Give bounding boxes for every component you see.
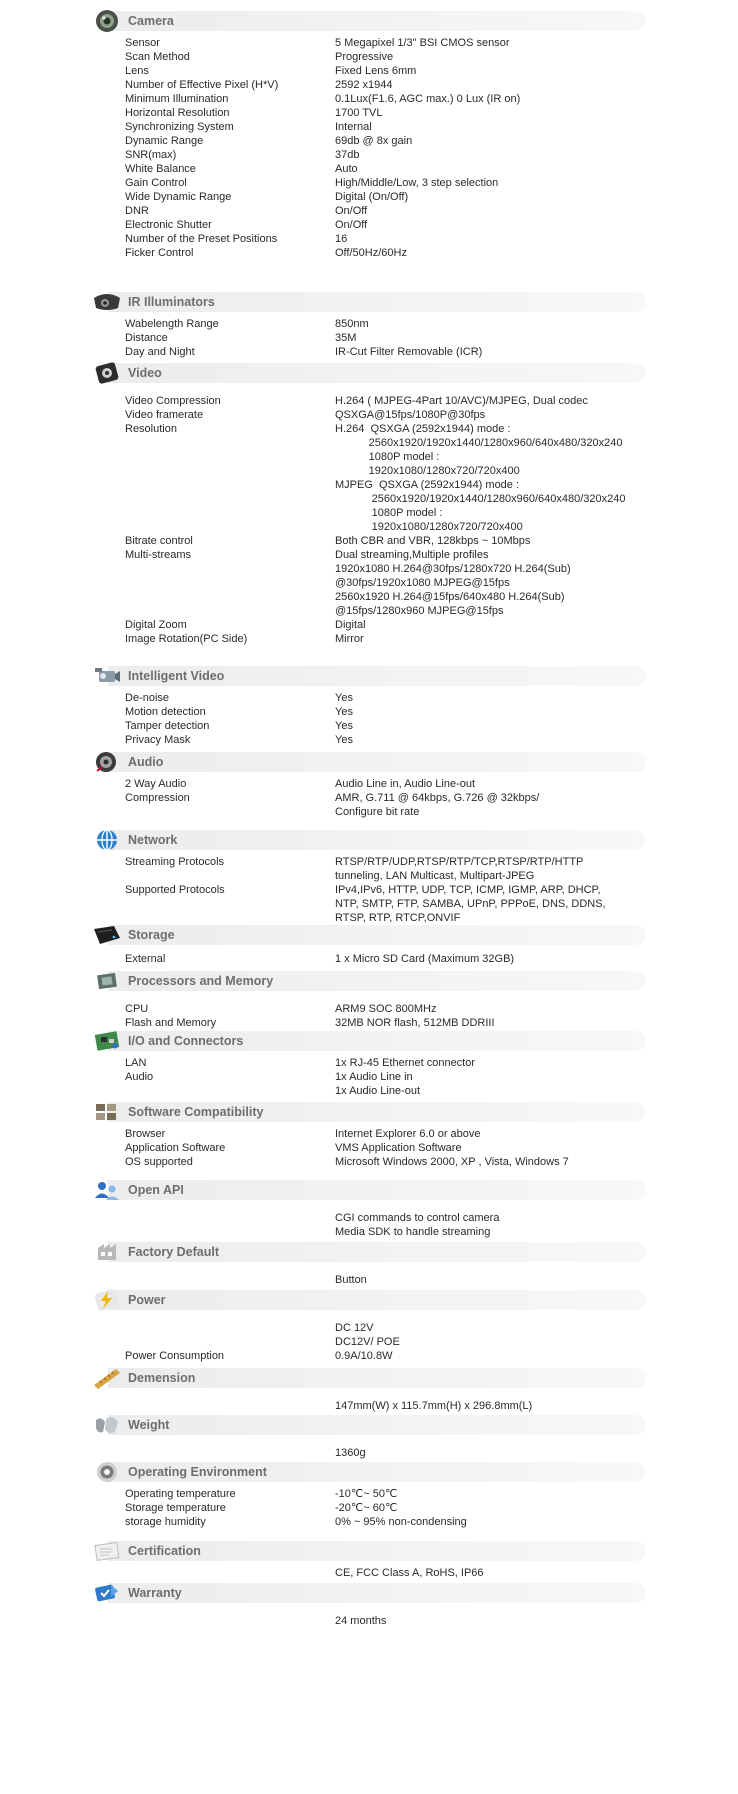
spec-rows <box>0 952 738 966</box>
spec-value: 16 <box>335 233 348 245</box>
network-globe-icon <box>92 827 122 853</box>
spec-value: IPv4,IPv6, HTTP, UDP, TCP, ICMP, IGMP, ARP, DHCP, NTP, SMTP, FTP, SAMBA, UPnP, PPPoE, DNS, DDNS, RTSP, RTP, RTCP,ONVIF <box>335 884 606 924</box>
spec-rows <box>0 855 738 925</box>
ruler-icon <box>92 1365 122 1391</box>
warranty-icon <box>92 1580 122 1606</box>
spec-row <box>0 1515 738 1529</box>
section-header <box>0 968 738 994</box>
spec-value: DC 12V <box>335 1322 374 1334</box>
spec-rows <box>0 1321 738 1363</box>
section-header <box>0 663 738 689</box>
spec-row <box>0 345 738 359</box>
spec-value: 24 months <box>335 1615 387 1627</box>
spec-label: Minimum Illumination <box>125 93 229 105</box>
section-title: Storage <box>128 928 175 942</box>
section-open-api <box>0 1177 738 1239</box>
section-header <box>0 1538 738 1564</box>
section-title: Open API <box>128 1183 184 1197</box>
spec-label: Video framerate <box>125 409 204 421</box>
spec-label: Day and Night <box>125 346 195 358</box>
spec-row <box>0 855 738 883</box>
spec-rows <box>0 1002 738 1030</box>
spec-value: 69db @ 8x gain <box>335 135 413 147</box>
header-band <box>108 830 646 850</box>
spec-label: storage humidity <box>125 1516 206 1528</box>
spec-row <box>0 1321 738 1335</box>
spec-label: Motion detection <box>125 706 206 718</box>
section-title: Warranty <box>128 1586 182 1600</box>
spec-value: 1x RJ-45 Ethernet connector <box>335 1057 476 1069</box>
section-header <box>0 1580 738 1606</box>
spec-value: H.264 QSXGA (2592x1944) mode : 2560x1920/1920x1440/1280x960/640x480/320x240 1080P model : 1920x1080/1280x720/720x400 MJPEG QSXGA (2592x1944) mode : 2560x1920/1920x1440/1280x960/640x480/320x240 1080P model : 1920x1080/1280x720/720x400 <box>335 423 626 533</box>
spec-rows <box>0 1211 738 1239</box>
spec-value: Internal <box>335 121 372 133</box>
spec-value: 0.9A/10.8W <box>335 1350 393 1362</box>
spec-value: 37db <box>335 149 360 161</box>
spec-row <box>0 1155 738 1169</box>
spec-row <box>0 204 738 218</box>
spec-value: Digital (On/Off) <box>335 191 409 203</box>
spec-rows <box>0 777 738 819</box>
spec-value: On/Off <box>335 205 368 217</box>
header-band <box>108 1415 646 1435</box>
section-title: I/O and Connectors <box>128 1034 244 1048</box>
section-title: Weight <box>128 1418 170 1432</box>
section-title: Power <box>128 1293 166 1307</box>
spec-label: Horizontal Resolution <box>125 107 230 119</box>
section-header <box>0 749 738 775</box>
spec-row <box>0 1002 738 1016</box>
header-band <box>108 925 646 945</box>
spec-value: Off/50Hz/60Hz <box>335 247 407 259</box>
spec-label: Operating temperature <box>125 1488 236 1500</box>
spec-row <box>0 719 738 733</box>
section-network <box>0 827 738 925</box>
section-title: Camera <box>128 14 174 28</box>
section-factory-default <box>0 1239 738 1287</box>
section-warranty <box>0 1580 738 1628</box>
section-title: Audio <box>128 755 164 769</box>
spec-label: Application Software <box>125 1142 226 1154</box>
spec-label: Privacy Mask <box>125 734 191 746</box>
spec-value: Auto <box>335 163 358 175</box>
spec-row <box>0 218 738 232</box>
spec-value: High/Middle/Low, 3 step selection <box>335 177 499 189</box>
spec-rows <box>0 317 738 359</box>
spec-label: Storage temperature <box>125 1502 226 1514</box>
factory-default-icon <box>92 1239 122 1265</box>
section-header <box>0 289 738 315</box>
spec-value: Microsoft Windows 2000, XP , Vista, Windows 7 <box>335 1156 569 1168</box>
spec-row <box>0 548 738 618</box>
spec-value: RTSP/RTP/UDP,RTSP/RTP/TCP,RTSP/RTP/HTTP tunneling, LAN Multicast, Multipart-JPEG <box>335 856 584 882</box>
spec-row <box>0 232 738 246</box>
spec-label: Power Consumption <box>125 1350 225 1362</box>
spec-value: IR-Cut Filter Removable (ICR) <box>335 346 483 358</box>
section-title: Certification <box>128 1544 201 1558</box>
spec-row <box>0 1446 738 1460</box>
spec-label: Distance <box>125 332 168 344</box>
spec-label: CPU <box>125 1003 149 1015</box>
section-header <box>0 1412 738 1438</box>
section-title: Intelligent Video <box>128 669 225 683</box>
section-header <box>0 1177 738 1203</box>
spec-value: Progressive <box>335 51 394 63</box>
spec-row <box>0 1056 738 1070</box>
spec-value: 32MB NOR flash, 512MB DDRIII <box>335 1017 495 1029</box>
spec-row <box>0 190 738 204</box>
section-header <box>0 1239 738 1265</box>
spec-row <box>0 394 738 408</box>
header-band <box>108 1290 646 1310</box>
api-users-icon <box>92 1177 122 1203</box>
power-bolt-icon <box>92 1287 122 1313</box>
spec-label: Multi-streams <box>125 549 192 561</box>
spec-label: DNR <box>125 205 149 217</box>
camcorder-icon <box>92 663 122 689</box>
spec-rows <box>0 394 738 646</box>
spec-row <box>0 733 738 747</box>
spec-value: Fixed Lens 6mm <box>335 65 417 77</box>
spec-value: 35M <box>335 332 357 344</box>
spec-label: Scan Method <box>125 51 190 63</box>
spec-row <box>0 422 738 534</box>
section-storage <box>0 922 738 966</box>
spec-label: Sensor <box>125 37 160 49</box>
spec-value: CGI commands to control camera Media SDK to handle streaming <box>335 1212 500 1238</box>
spec-row <box>0 1349 738 1363</box>
spec-label: Resolution <box>125 423 177 435</box>
spec-value: -20℃~ 60℃ <box>335 1502 398 1514</box>
header-band <box>108 752 646 772</box>
spec-row <box>0 120 738 134</box>
spec-label: Electronic Shutter <box>125 219 212 231</box>
spec-rows <box>0 1056 738 1098</box>
spec-row <box>0 246 738 260</box>
spec-row <box>0 1127 738 1141</box>
spec-label: Lens <box>125 65 149 77</box>
section-intelligent-video <box>0 663 738 747</box>
spec-label: Tamper detection <box>125 720 210 732</box>
spec-row <box>0 408 738 422</box>
storage-drive-icon <box>92 922 122 948</box>
spec-label: 2 Way Audio <box>125 778 187 790</box>
section-demension <box>0 1365 738 1413</box>
section-video <box>0 360 738 646</box>
spec-value: VMS Application Software <box>335 1142 462 1154</box>
spec-row <box>0 1566 738 1580</box>
spec-value: Internet Explorer 6.0 or above <box>335 1128 481 1140</box>
spec-label: Browser <box>125 1128 166 1140</box>
section-power <box>0 1287 738 1363</box>
section-software-compatibility <box>0 1099 738 1169</box>
spec-row <box>0 1487 738 1501</box>
spec-row <box>0 618 738 632</box>
spec-value: 5 Megapixel 1/3" BSI CMOS sensor <box>335 37 510 49</box>
spec-value: 0.1Lux(F1.6, AGC max.) 0 Lux (IR on) <box>335 93 521 105</box>
spec-value: 2592 x1944 <box>335 79 393 91</box>
spec-value: Digital <box>335 619 366 631</box>
spec-label: Compression <box>125 792 190 804</box>
spec-label: Flash and Memory <box>125 1017 217 1029</box>
section-audio <box>0 749 738 819</box>
spec-value: Yes <box>335 706 353 718</box>
spec-row <box>0 883 738 925</box>
spec-value: -10℃~ 50℃ <box>335 1488 398 1500</box>
weight-icon <box>92 1412 122 1438</box>
spec-rows <box>0 1566 738 1580</box>
spec-label: Gain Control <box>125 177 187 189</box>
section-title: Demension <box>128 1371 196 1385</box>
header-band <box>108 363 646 383</box>
spec-row <box>0 1501 738 1515</box>
section-title: Network <box>128 833 178 847</box>
section-header <box>0 922 738 948</box>
spec-row <box>0 1614 738 1628</box>
section-i-o-and-connectors <box>0 1028 738 1098</box>
spec-row <box>0 1211 738 1239</box>
spec-row <box>0 1335 738 1349</box>
spec-value: 850nm <box>335 318 369 330</box>
spec-value: 1x Audio Line in 1x Audio Line-out <box>335 1071 421 1097</box>
section-title: Processors and Memory <box>128 974 274 988</box>
spec-label: Streaming Protocols <box>125 856 225 868</box>
section-title: Video <box>128 366 162 380</box>
spec-value: Mirror <box>335 633 364 645</box>
spec-row <box>0 36 738 50</box>
spec-label: Wabelength Range <box>125 318 219 330</box>
spec-row <box>0 1141 738 1155</box>
spec-label: External <box>125 953 166 965</box>
spec-row <box>0 705 738 719</box>
spec-rows <box>0 1614 738 1628</box>
spec-label: White Balance <box>125 163 196 175</box>
spec-value: 1360g <box>335 1447 366 1459</box>
spec-row <box>0 791 738 819</box>
spec-label: Number of Effective Pixel (H*V) <box>125 79 279 91</box>
spec-row <box>0 777 738 791</box>
software-windows-icon <box>92 1099 122 1125</box>
section-header <box>0 1459 738 1485</box>
spec-label: Wide Dynamic Range <box>125 191 232 203</box>
spec-value: 1700 TVL <box>335 107 383 119</box>
spec-rows <box>0 36 738 260</box>
spec-label: Video Compression <box>125 395 221 407</box>
spec-label: LAN <box>125 1057 147 1069</box>
environment-disc-icon <box>92 1459 122 1485</box>
spec-value: 1 x Micro SD Card (Maximum 32GB) <box>335 953 515 965</box>
spec-label: OS supported <box>125 1156 193 1168</box>
section-header <box>0 1028 738 1054</box>
spec-row <box>0 534 738 548</box>
spec-label: Number of the Preset Positions <box>125 233 278 245</box>
spec-value: Audio Line in, Audio Line-out <box>335 778 476 790</box>
circuit-board-icon <box>92 1028 122 1054</box>
section-operating-environment <box>0 1459 738 1529</box>
spec-value: QSXGA@15fps/1080P@30fps <box>335 409 486 421</box>
spec-row <box>0 50 738 64</box>
section-certification <box>0 1538 738 1580</box>
spec-row <box>0 78 738 92</box>
spec-label: Dynamic Range <box>125 135 204 147</box>
spec-value: AMR, G.711 @ 64kbps, G.726 @ 32kbps/ Configure bit rate <box>335 792 540 818</box>
video-film-icon <box>92 360 122 386</box>
spec-rows <box>0 1399 738 1413</box>
header-band <box>108 1180 646 1200</box>
spec-row <box>0 952 738 966</box>
spec-row <box>0 64 738 78</box>
spec-label: Image Rotation(PC Side) <box>125 633 248 645</box>
section-header <box>0 827 738 853</box>
spec-value: Both CBR and VBR, 128kbps ~ 10Mbps <box>335 535 531 547</box>
spec-label: Synchronizing System <box>125 121 234 133</box>
spec-rows <box>0 1446 738 1460</box>
spec-row <box>0 632 738 646</box>
processor-chip-icon <box>92 968 122 994</box>
spec-value: Button <box>335 1274 367 1286</box>
spec-value: 147mm(W) x 115.7mm(H) x 296.8mm(L) <box>335 1400 533 1412</box>
camera-lens-icon <box>92 8 122 34</box>
spec-rows <box>0 1487 738 1529</box>
section-header <box>0 1365 738 1391</box>
spec-value: Yes <box>335 734 353 746</box>
spec-value: CE, FCC Class A, RoHS, IP66 <box>335 1567 484 1579</box>
spec-row <box>0 176 738 190</box>
spec-value: 0% ~ 95% non-condensing <box>335 1516 467 1528</box>
spec-row <box>0 317 738 331</box>
spec-row <box>0 162 738 176</box>
spec-rows <box>0 691 738 747</box>
speaker-icon <box>92 749 122 775</box>
section-ir-illuminators <box>0 289 738 359</box>
spec-value: Dual streaming,Multiple profiles 1920x1080 H.264@30fps/1280x720 H.264(Sub) @30fps/1920x1080 MJPEG@15fps 2560x1920 H.264@15fps/640x480 H.264(Sub) @15fps/1280x960 MJPEG@15fps <box>335 549 571 617</box>
spec-rows <box>0 1273 738 1287</box>
section-header <box>0 8 738 34</box>
spec-value: DC12V/ POE <box>335 1336 400 1348</box>
spec-row <box>0 92 738 106</box>
section-title: Factory Default <box>128 1245 219 1259</box>
spec-label: Digital Zoom <box>125 619 187 631</box>
spec-label: Audio <box>125 1071 154 1083</box>
certificate-icon <box>92 1538 122 1564</box>
spec-row <box>0 691 738 705</box>
spec-row <box>0 148 738 162</box>
ir-illuminator-icon <box>92 289 122 315</box>
spec-label: De-noise <box>125 692 170 704</box>
section-weight <box>0 1412 738 1460</box>
spec-value: H.264 ( MJPEG-4Part 10/AVC)/MJPEG, Dual codec <box>335 395 588 407</box>
spec-rows <box>0 1127 738 1169</box>
section-title: Operating Environment <box>128 1465 267 1479</box>
section-processors-and-memory <box>0 968 738 1030</box>
spec-row <box>0 331 738 345</box>
spec-label: Ficker Control <box>125 247 194 259</box>
spec-label: SNR(max) <box>125 149 177 161</box>
section-header <box>0 1287 738 1313</box>
section-header <box>0 360 738 386</box>
header-band <box>108 1583 646 1603</box>
spec-label: Supported Protocols <box>125 884 225 896</box>
section-title: Software Compatibility <box>128 1105 264 1119</box>
spec-value: ARM9 SOC 800MHz <box>335 1003 437 1015</box>
spec-row <box>0 1399 738 1413</box>
spec-value: Yes <box>335 720 353 732</box>
spec-value: Yes <box>335 692 353 704</box>
spec-row <box>0 134 738 148</box>
spec-row <box>0 106 738 120</box>
spec-row <box>0 1070 738 1098</box>
spec-label: Bitrate control <box>125 535 193 547</box>
spec-value: On/Off <box>335 219 368 231</box>
section-camera <box>0 8 738 260</box>
section-header <box>0 1099 738 1125</box>
spec-row <box>0 1273 738 1287</box>
section-title: IR Illuminators <box>128 295 215 309</box>
header-band <box>108 11 646 31</box>
